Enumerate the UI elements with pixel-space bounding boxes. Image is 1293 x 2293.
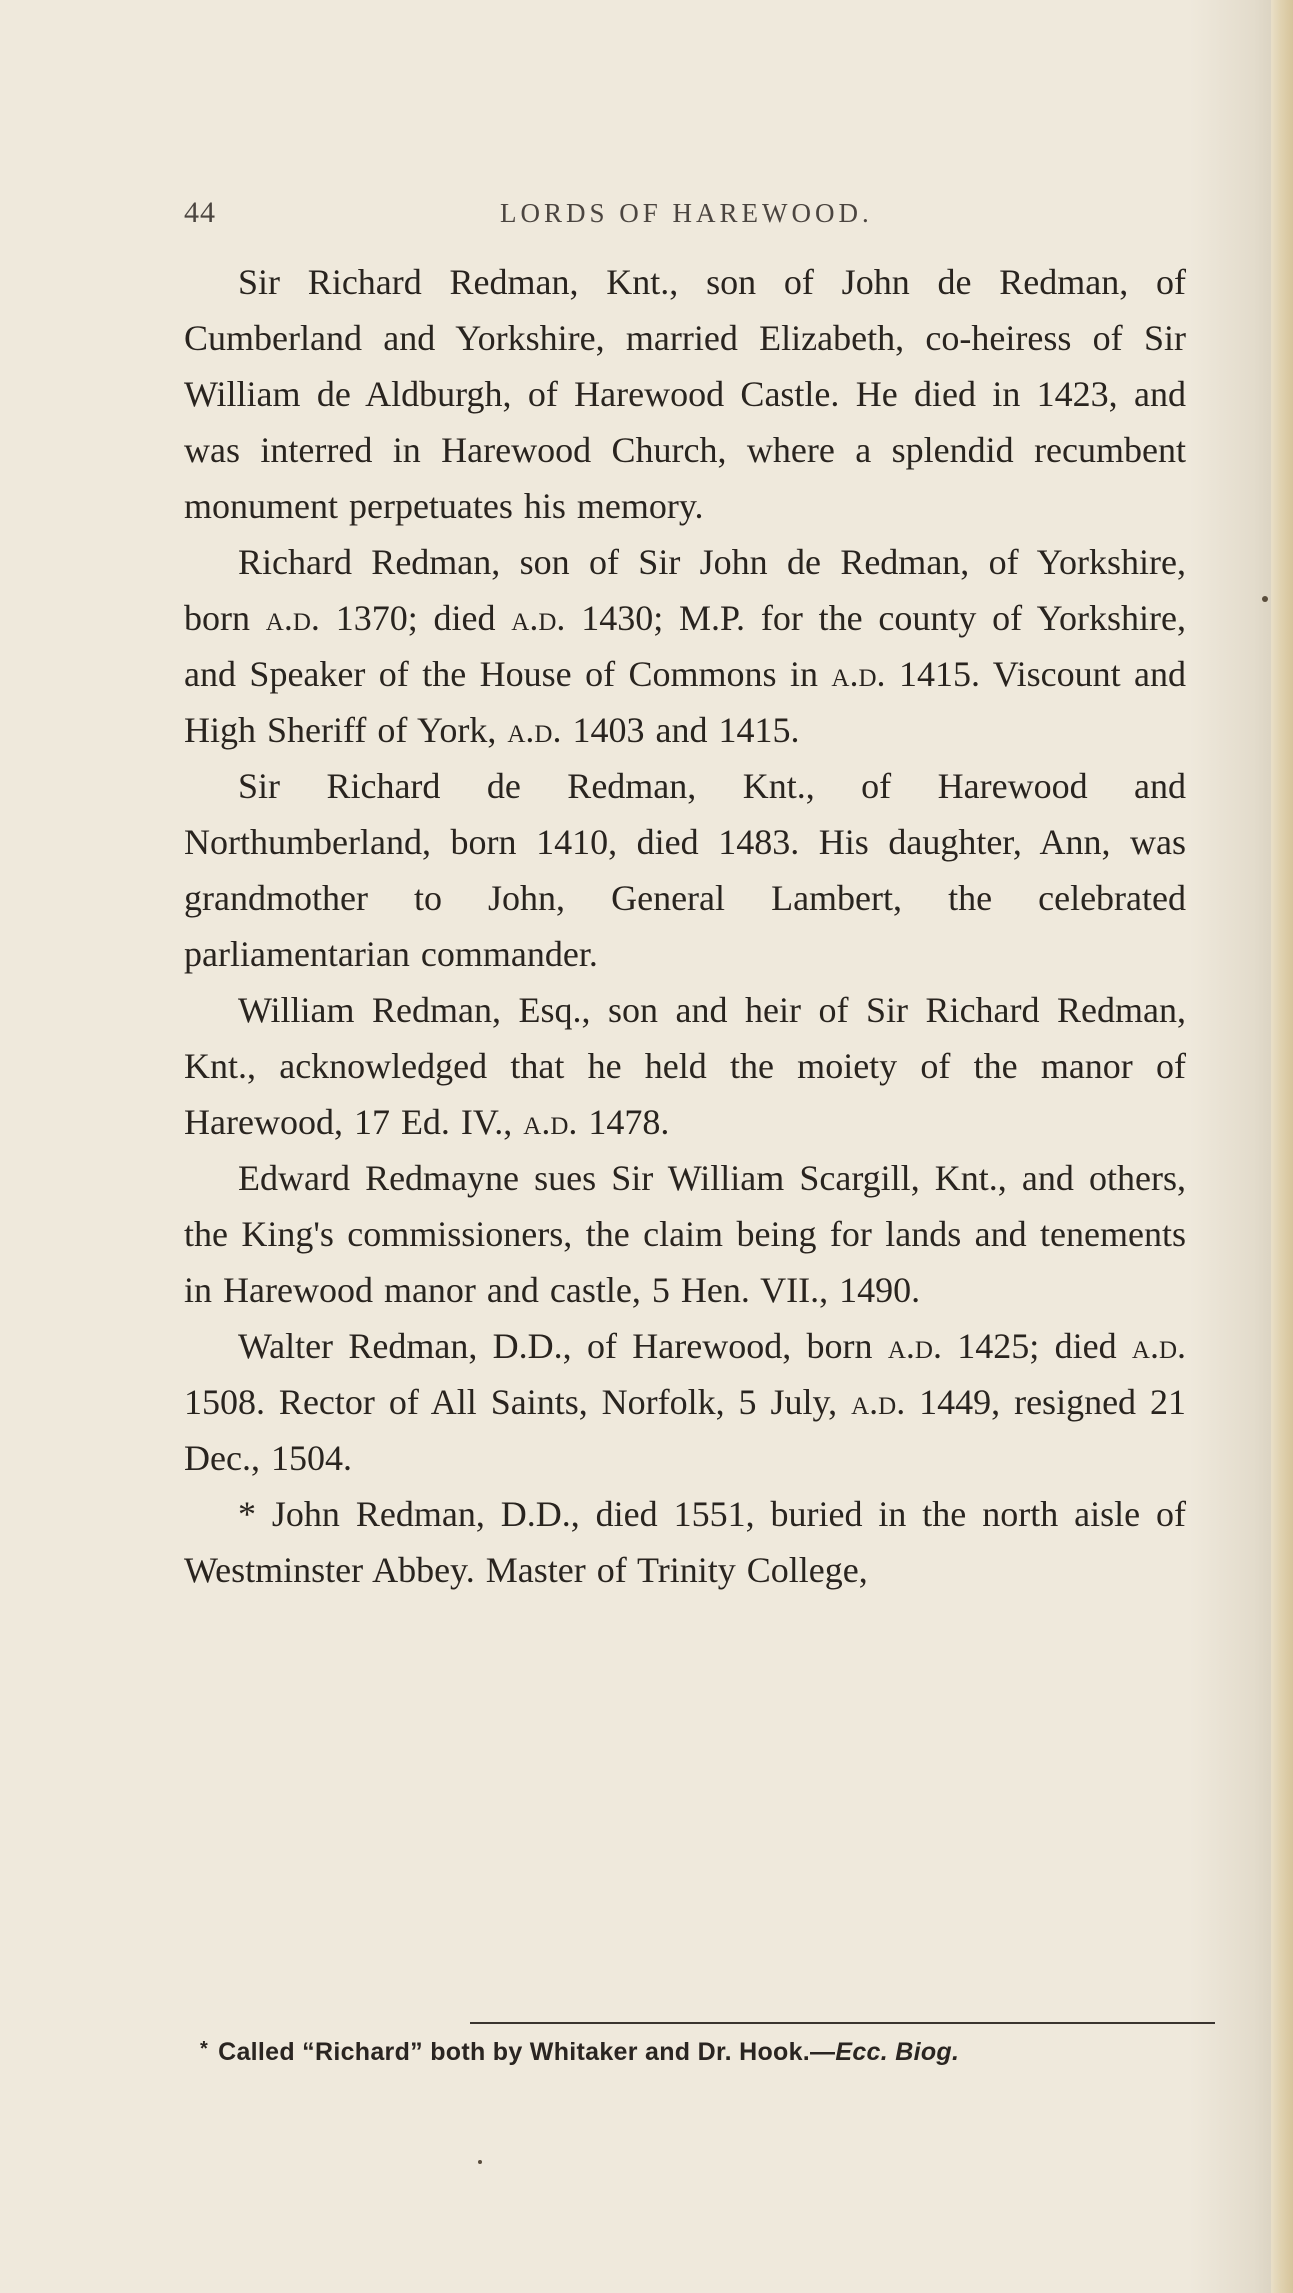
footnote-mark: * (200, 2038, 209, 2060)
paragraph-edward-redmayne: Edward Redmayne sues Sir William Scargill, Knt., and others, the King's commissioners, the claim being for lands and tenements in Harewood manor and castle, 5 Hen. VII., 1490. (184, 1158, 1186, 1310)
footnote-rule (470, 2022, 1215, 2024)
text-fragment: 1370; died (319, 598, 512, 638)
text-fragment: William Redman, Esq., son and heir of Sir Richard Redman, Knt., acknowledged that he held the moiety of the manor of Harewood, 17 Ed. IV., (184, 990, 1186, 1142)
paper-speck (1262, 596, 1268, 602)
page-header (184, 196, 1194, 236)
era-abbreviation: a.d. (507, 710, 562, 750)
page-edge (1271, 0, 1293, 2293)
text-fragment: 1403 and 1415. (561, 710, 800, 750)
text-fragment: 1425; died (941, 1326, 1132, 1366)
text-fragment: 1430; M.P. for the county of Yorkshire, and Speaker of the House of Commons in (184, 598, 1186, 694)
era-abbreviation: a.d. (1131, 1326, 1186, 1366)
running-head: LORDS OF HAREWOOD. (500, 198, 873, 228)
era-abbreviation: a.d. (523, 1102, 578, 1142)
footnote-text: Called “Richard” both by Whitaker and Dr. Hook.— (218, 2038, 836, 2066)
text-fragment: 1478. (577, 1102, 670, 1142)
text-fragment: Walter Redman, D.D., of Harewood, born (238, 1326, 888, 1366)
footnote (200, 2038, 1200, 2067)
footnote-source: Ecc. Biog. (835, 2038, 960, 2066)
era-abbreviation: a.d. (887, 1326, 942, 1366)
paper-speck (478, 2160, 482, 2164)
era-abbreviation: a.d. (511, 598, 566, 638)
paragraph-walter-redman (184, 1318, 1186, 1486)
page-number: 44 (184, 196, 216, 229)
paragraph-sir-richard-redman: Sir Richard Redman, Knt., son of John de Redman, of Cumberland and Yorkshire, married Elizabeth, co-heiress of Sir William de Aldburgh, of Harewood Castle. He died in 1423, and was interred in Harewood Church, where a splendid recumbent monument perpetuates his memory. (184, 262, 1186, 526)
body-text (184, 254, 1186, 1598)
text-fragment: 1508. Rector of All Saints, Norfolk, 5 July, (184, 1382, 852, 1422)
paragraph-sir-richard-de-redman: Sir Richard de Redman, Knt., of Harewood and Northumberland, born 1410, died 1483. His daughter, Ann, was grandmother to John, General Lambert, the celebrated parliamentarian commander. (184, 766, 1186, 974)
text-fragment: 1415. Viscount and High Sheriff of York, (184, 654, 1186, 750)
era-abbreviation: a.d. (831, 654, 886, 694)
text-fragment: 1449, resigned 21 Dec., 1504. (184, 1382, 1186, 1478)
paragraph-william-redman (184, 982, 1186, 1150)
paragraph-john-redman: * John Redman, D.D., died 1551, buried in the north aisle of Westminster Abbey. Master of Trinity College, (184, 1494, 1186, 1590)
era-abbreviation: a.d. (851, 1382, 906, 1422)
paragraph-richard-redman (184, 534, 1186, 758)
era-abbreviation: a.d. (265, 598, 320, 638)
text-fragment: Richard Redman, son of Sir John de Redman, of Yorkshire, born (184, 542, 1186, 638)
